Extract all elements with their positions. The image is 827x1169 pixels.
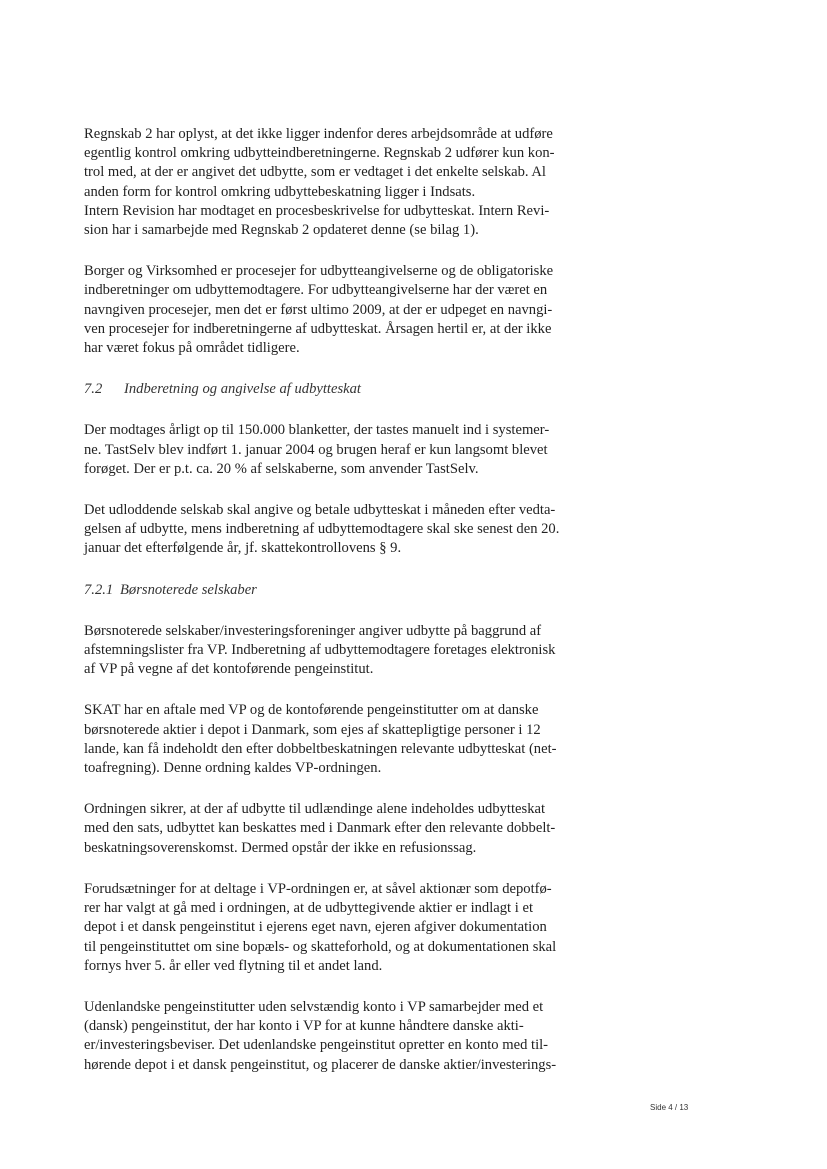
text-line: egentlig kontrol omkring udbytteindberetningerne. Regnskab 2 udfører kun kon- <box>84 145 555 162</box>
text-line: Det udloddende selskab skal angive og betale udbytteskat i måneden efter vedta- <box>84 502 556 519</box>
section-number: 7.2.1 <box>84 581 114 598</box>
text-line: til pengeinstituttet om sine bopæls- og skatteforhold, og at dokumentationen skal <box>84 938 557 955</box>
text-line: ven procesejer for indberetningerne af udbytteskat. Årsagen hertil er, at der ikke <box>84 320 552 337</box>
section-title: Indberetning og angivelse af udbytteskat <box>124 381 361 398</box>
text-line: børsnoterede aktier i depot i Danmark, som ejes af skattepligtige personer i 12 <box>84 721 541 738</box>
paragraph-ordningen-sikrer <box>84 800 644 858</box>
text-line: SKAT har en aftale med VP og de kontoførende pengeinstitutter om at danske <box>84 702 539 719</box>
text-line: af VP på vegne af det kontoførende pengeinstitut. <box>84 661 374 678</box>
paragraph-regnskab-kontrol <box>84 125 644 240</box>
text-line: indberetninger om udbyttemodtagere. For udbytteangivelserne har der været en <box>84 282 548 299</box>
text-line: afstemningslister fra VP. Indberetning af udbyttemodtagere foretages elektronisk <box>84 642 556 659</box>
section-number: 7.2 <box>84 381 103 398</box>
text-line: hørende depot i et dansk pengeinstitut, og placerer de danske aktier/investerings- <box>84 1056 557 1073</box>
text-line: Regnskab 2 har oplyst, at det ikke ligger indenfor deres arbejdsområde at udføre <box>84 126 553 142</box>
text-line: Borger og Virksomhed er procesejer for udbytteangivelserne og de obligatoriske <box>84 263 554 280</box>
paragraph-forudsaetninger <box>84 880 644 976</box>
text-line: gelsen af udbytte, mens indberetning af udbyttemodtagere skal ske senest den 20. <box>84 521 560 538</box>
section-heading-7-2 <box>84 380 644 399</box>
text-line: navngiven procesejer, men det er først ultimo 2009, at der er udpeget en navngi- <box>84 301 553 318</box>
text-line: sion har i samarbejde med Regnskab 2 opdateret denne (se bilag 1). <box>84 222 479 239</box>
text-line: anden form for kontrol omkring udbyttebeskatning ligger i Indsats. <box>84 183 476 200</box>
page-number: Side 4 / 13 <box>650 1103 689 1112</box>
text-line: toafregning). Denne ordning kaldes VP-ordningen. <box>84 760 382 777</box>
text-line: har været fokus på området tidligere. <box>84 340 300 357</box>
text-line: forøget. Der er p.t. ca. 20 % af selskaberne, som anvender TastSelv. <box>84 460 479 477</box>
text-line: Udenlandske pengeinstitutter uden selvstændig konto i VP samarbejder med et <box>84 998 544 1015</box>
text-line: fornys hver 5. år eller ved flytning til et andet land. <box>84 957 383 974</box>
paragraph-udenlandske-pengeinstitutter <box>84 998 644 1075</box>
text-line: er/investeringsbeviser. Det udenlandske pengeinstitut opretter en konto med til- <box>84 1037 549 1054</box>
paragraph-boersnoterede <box>84 622 644 680</box>
text-line: lande, kan få indeholdt den efter dobbeltbeskatningen relevante udbytteskat (net- <box>84 740 557 757</box>
text-line: januar det efterfølgende år, jf. skattekontrollovens § 9. <box>84 540 402 557</box>
text-line: Ordningen sikrer, at der af udbytte til udlændinge alene indeholdes udbytteskat <box>84 801 546 818</box>
text-line: ne. TastSelv blev indført 1. januar 2004 og brugen heraf er kun langsomt blevet <box>84 441 548 458</box>
text-line: depot i et dansk pengeinstitut i ejerens eget navn, ejeren afgiver dokumentation <box>84 919 547 936</box>
text-line: Intern Revision har modtaget en procesbeskrivelse for udbytteskat. Intern Revi- <box>84 202 550 219</box>
text-line: (dansk) pengeinstitut, der har konto i VP for at kunne håndtere danske akti- <box>84 1018 524 1035</box>
section-title: Børsnoterede selskaber <box>120 581 257 598</box>
text-line: rer har valgt at gå med i ordningen, at de udbyttegivende aktier er indlagt i et <box>84 900 534 917</box>
paragraph-blanketter <box>84 421 644 479</box>
text-line: med den sats, udbyttet kan beskattes med i Danmark efter den relevante dobbelt- <box>84 820 556 837</box>
text-line: Forudsætninger for at deltage i VP-ordningen er, at såvel aktionær som depotfø- <box>84 880 552 897</box>
text-line: beskatningsoverenskomst. Dermed opstår der ikke en refusionssag. <box>84 839 477 856</box>
section-heading-7-2-1 <box>84 581 644 600</box>
paragraph-vp-aftale <box>84 701 644 778</box>
paragraph-procesejer <box>84 262 644 358</box>
paragraph-udloddende-selskab <box>84 501 644 559</box>
text-line: Børsnoterede selskaber/investeringsforeninger angiver udbytte på baggrund af <box>84 622 542 639</box>
text-line: trol med, at der er angivet det udbytte, som er vedtaget i det enkelte selskab. Al <box>84 164 546 181</box>
page-body <box>84 125 644 1097</box>
text-line: Der modtages årligt op til 150.000 blanketter, der tastes manuelt ind i systemer- <box>84 422 550 439</box>
